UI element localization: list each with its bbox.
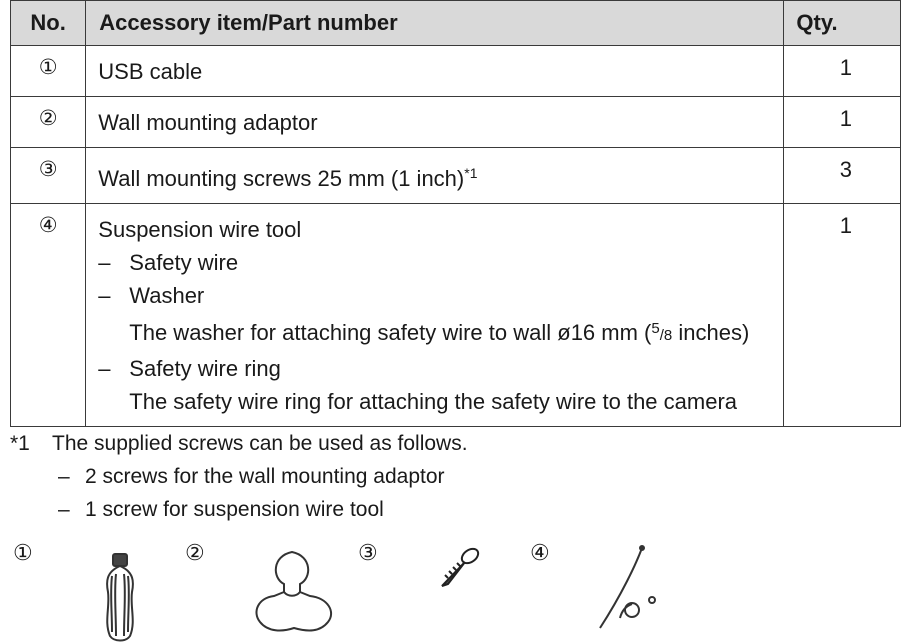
row-number: ③: [11, 148, 86, 204]
footnote-item: [10, 460, 468, 493]
desc-text: inches): [672, 320, 750, 345]
usb-cable-icon: [100, 552, 140, 642]
row-number: ④: [11, 204, 86, 427]
row-item: Wall mounting adaptor: [86, 97, 784, 148]
suspension-wire-tool-icon: [592, 544, 662, 634]
subitem-label: Washer: [129, 283, 205, 308]
fraction-denominator: /8: [659, 327, 673, 344]
row-item-text: Wall mounting screws 25 mm (1 inch): [98, 166, 465, 191]
fraction-numerator: 5: [651, 320, 660, 337]
accessory-table: [10, 0, 901, 427]
illustrations: [0, 540, 913, 640]
footnote-text: The supplied screws can be used as follows.: [52, 432, 468, 455]
subitem: [98, 352, 783, 385]
footnote-section: [10, 427, 468, 526]
table-header-row: [11, 1, 901, 46]
footnote-dash: –: [58, 498, 70, 521]
screw-icon: [436, 546, 482, 592]
subitem-dash: –: [98, 356, 111, 381]
header-no: No.: [11, 1, 86, 46]
table-row: [11, 148, 901, 204]
row-qty: 1: [784, 204, 901, 427]
row-item: [86, 204, 784, 427]
illustration-number: ④: [530, 540, 550, 565]
row-item: USB cable: [86, 46, 784, 97]
illustration-number: ②: [185, 540, 205, 565]
subitem: [98, 246, 783, 279]
footnote-line: [10, 427, 468, 460]
row-qty: 1: [784, 46, 901, 97]
row-number: ①: [11, 46, 86, 97]
footnote-ref: *1: [464, 165, 478, 181]
row-number: ②: [11, 97, 86, 148]
row-qty: 1: [784, 97, 901, 148]
subitem-description: The safety wire ring for attaching the safety wire to the camera: [129, 389, 738, 414]
header-item: Accessory item/Part number: [86, 1, 784, 46]
footnote-mark: *1: [10, 432, 30, 455]
subitem-label: Safety wire: [129, 250, 239, 275]
header-qty: Qty.: [784, 1, 901, 46]
subitem: [98, 279, 783, 312]
footnote-item-text: 2 screws for the wall mounting adaptor: [85, 465, 445, 488]
subitem-dash: –: [98, 250, 111, 275]
subitem-dash: –: [98, 283, 111, 308]
footnote-item-text: 1 screw for suspension wire tool: [85, 498, 384, 521]
desc-text: The washer for attaching safety wire to wall ø16 mm (: [129, 320, 652, 345]
row-qty: 3: [784, 148, 901, 204]
illustration-number: ③: [358, 540, 378, 565]
wall-mounting-adaptor-icon: [248, 542, 340, 637]
footnote-dash: –: [58, 465, 70, 488]
row-item: [86, 148, 784, 204]
footnote-item: [10, 493, 468, 526]
row-item-text: Suspension wire tool: [98, 217, 302, 242]
table-row: [11, 204, 901, 427]
subitem-description: [98, 312, 783, 352]
subitem-label: Safety wire ring: [129, 356, 281, 381]
table-row: [11, 97, 901, 148]
illustration-number: ①: [13, 540, 33, 565]
table-row: [11, 46, 901, 97]
